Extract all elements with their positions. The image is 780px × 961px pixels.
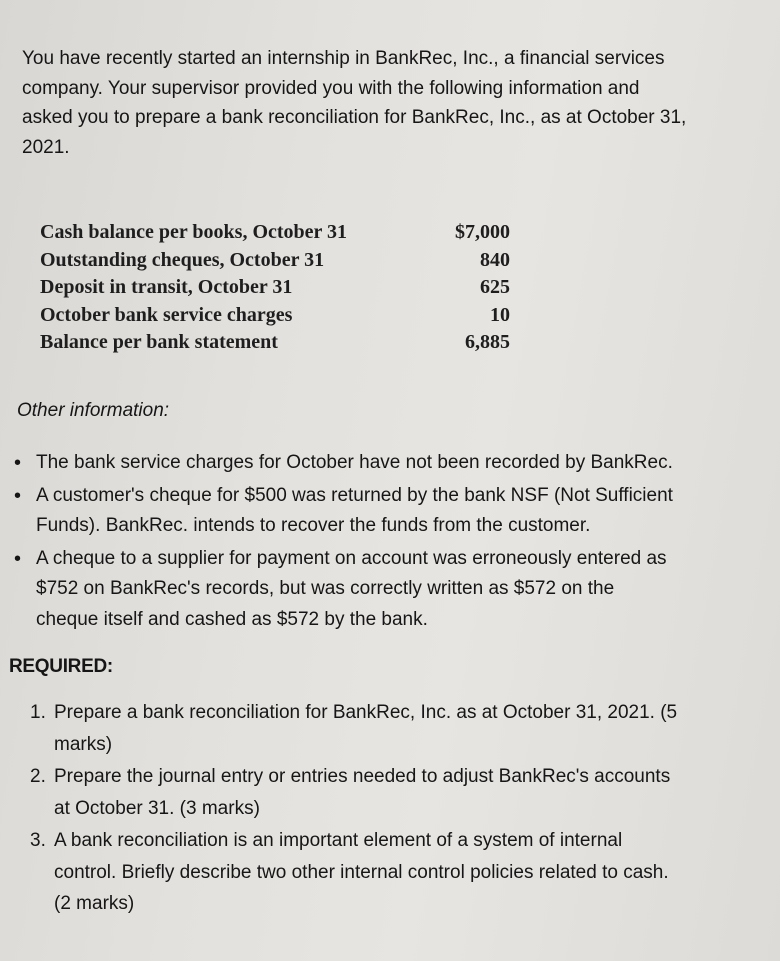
intro-line: asked you to prepare a bank reconciliation for BankRec, Inc., as at October 31, — [22, 107, 687, 128]
question-line: marks) — [54, 733, 113, 755]
bullet-icon: • — [14, 484, 22, 507]
question-item — [30, 825, 770, 920]
bullet-text — [36, 448, 673, 479]
bullet-line: Funds). BankRec. intends to recover the funds from the customer. — [36, 515, 591, 536]
intro-paragraph — [22, 44, 762, 162]
question-number: 3. — [30, 830, 46, 851]
question-item — [30, 697, 770, 760]
bullet-line: A cheque to a supplier for payment on account was erroneously entered as — [36, 547, 667, 569]
ledger-amount: 10 — [490, 303, 510, 326]
ledger-row — [40, 247, 510, 275]
required-questions-list — [30, 697, 770, 921]
question-text — [54, 697, 677, 760]
ledger-label: October bank service charges — [40, 303, 293, 326]
bullet-line: $752 on BankRec's records, but was correctly written as $572 on the — [36, 578, 615, 599]
ledger-amount: 625 — [480, 276, 510, 298]
question-line: Prepare a bank reconciliation for BankRec, Inc. as at October 31, 2021. (5 — [54, 702, 678, 723]
question-item — [30, 761, 770, 824]
intro-line: company. Your supervisor provided you with the following information and — [22, 77, 640, 99]
intro-line: You have recently started an internship in BankRec, Inc., a financial services — [22, 48, 665, 69]
question-text — [54, 825, 669, 920]
ledger-label: Outstanding cheques, October 31 — [40, 248, 325, 271]
ledger-amount: $7,000 — [455, 221, 510, 243]
other-information-list — [14, 448, 764, 637]
bullet-line: cheque itself and cashed as $572 by the bank. — [36, 608, 428, 630]
question-line: at October 31. (3 marks) — [54, 797, 260, 819]
bullet-icon: • — [14, 452, 22, 474]
question-text — [54, 761, 670, 824]
bullet-line: A customer's cheque for $500 was returned by the bank NSF (Not Sufficient — [36, 484, 673, 506]
ledger-row — [40, 274, 510, 302]
bullet-icon: • — [14, 547, 22, 570]
question-line: Prepare the journal entry or entries needed to adjust BankRec's accounts — [54, 766, 671, 787]
ledger-row — [40, 219, 510, 247]
ledger-row — [40, 329, 510, 357]
ledger-label: Cash balance per books, October 31 — [40, 221, 348, 243]
list-item — [14, 544, 764, 636]
list-item — [14, 481, 764, 542]
bullet-text — [36, 481, 673, 542]
ledger-row — [40, 302, 510, 330]
intro-line: 2021. — [22, 136, 70, 158]
question-number: 2. — [30, 766, 46, 787]
required-heading: REQUIRED: — [9, 656, 113, 677]
question-line: control. Briefly describe two other internal control policies related to cash. — [54, 861, 669, 883]
ledger-label: Balance per bank statement — [40, 331, 278, 353]
bullet-text — [36, 544, 667, 636]
other-information-heading: Other information: — [17, 400, 170, 421]
question-line: (2 marks) — [54, 893, 135, 914]
ledger-amount: 840 — [480, 248, 510, 271]
bullet-line: The bank service charges for October have not been recorded by BankRec. — [36, 452, 673, 473]
list-item — [14, 448, 764, 479]
question-line: A bank reconciliation is an important element of a system of internal — [54, 830, 623, 851]
ledger-amount: 6,885 — [465, 331, 510, 353]
ledger-table — [40, 219, 510, 357]
question-number: 1. — [30, 702, 46, 723]
ledger-label: Deposit in transit, October 31 — [40, 276, 293, 298]
